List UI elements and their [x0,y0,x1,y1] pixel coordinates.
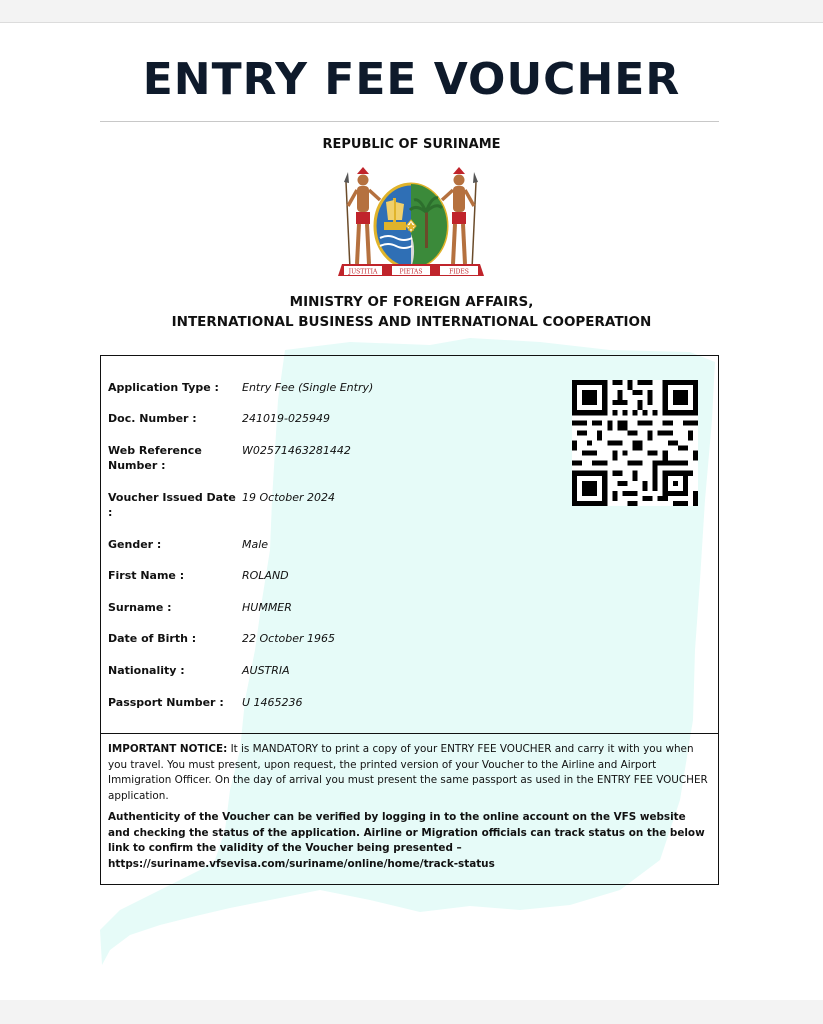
ministry-line-1: MINISTRY OF FOREIGN AFFAIRS, [289,294,534,310]
ministry-line-2: INTERNATIONAL BUSINESS AND INTERNATIONAL COOPERATION [171,314,652,330]
document-title: ENTRY FEE VOUCHER [142,54,681,105]
field-label: Passport Number : [108,696,224,709]
field-label: Gender : [108,538,162,551]
field-value: Entry Fee (Single Entry) [242,381,374,394]
notice-text: It is MANDATORY to print a copy of your ENTRY FEE VOUCHER and carry it with you when you travel. You must present, upon request, the printed version of your Voucher to the Airline and Airport Immigration Officer. On the day of arrival you must present the same passport as used in the ENTRY FEE VOUCHER application. [108,743,708,802]
field-label: Date of Birth : [108,632,197,645]
motto-fides: FIDES [449,268,469,276]
field-value: Male [242,538,269,551]
field-value: 22 October 1965 [242,632,336,645]
field-label: Surname : [108,601,172,614]
country-name: REPUBLIC OF SURINAME [322,137,501,152]
field-label: Nationality : [108,664,185,677]
field-label: Voucher Issued Date : [108,491,236,519]
field-label: Web Reference Number : [108,444,202,472]
motto-justitia: JUSTITIA [348,268,378,276]
field-value: 19 October 2024 [242,491,336,504]
title-divider [100,121,719,122]
authenticity-notice: Authenticity of the Voucher can be verified by logging in to the online account on the VFS website and checking the status of the application. Airline or Migration officials can track status on the below link to confirm the validity of the Voucher being presented – https://suriname.vfsevisa.com/suriname/online/home/track-status [108,811,705,870]
field-value: AUSTRIA [242,664,290,677]
notice-heading: IMPORTANT NOTICE: [108,743,228,755]
field-value: U 1465236 [242,696,303,709]
coat-of-arms-icon [336,164,486,286]
browser-bottom-bar [0,1000,823,1024]
notice-divider [101,733,718,734]
field-label: Doc. Number : [108,412,197,425]
qr-code-icon [572,380,698,506]
field-value: HUMMER [242,601,292,614]
field-label: Application Type : [108,381,219,394]
field-label: First Name : [108,569,185,582]
field-value: 241019-025949 [242,412,330,425]
ministry-name [0,292,823,332]
important-notice [108,742,711,878]
field-value: W02571463281442 [242,444,351,457]
field-value: ROLAND [242,569,289,582]
motto-pietas: PIETAS [399,268,423,276]
voucher-details-box [100,355,719,885]
